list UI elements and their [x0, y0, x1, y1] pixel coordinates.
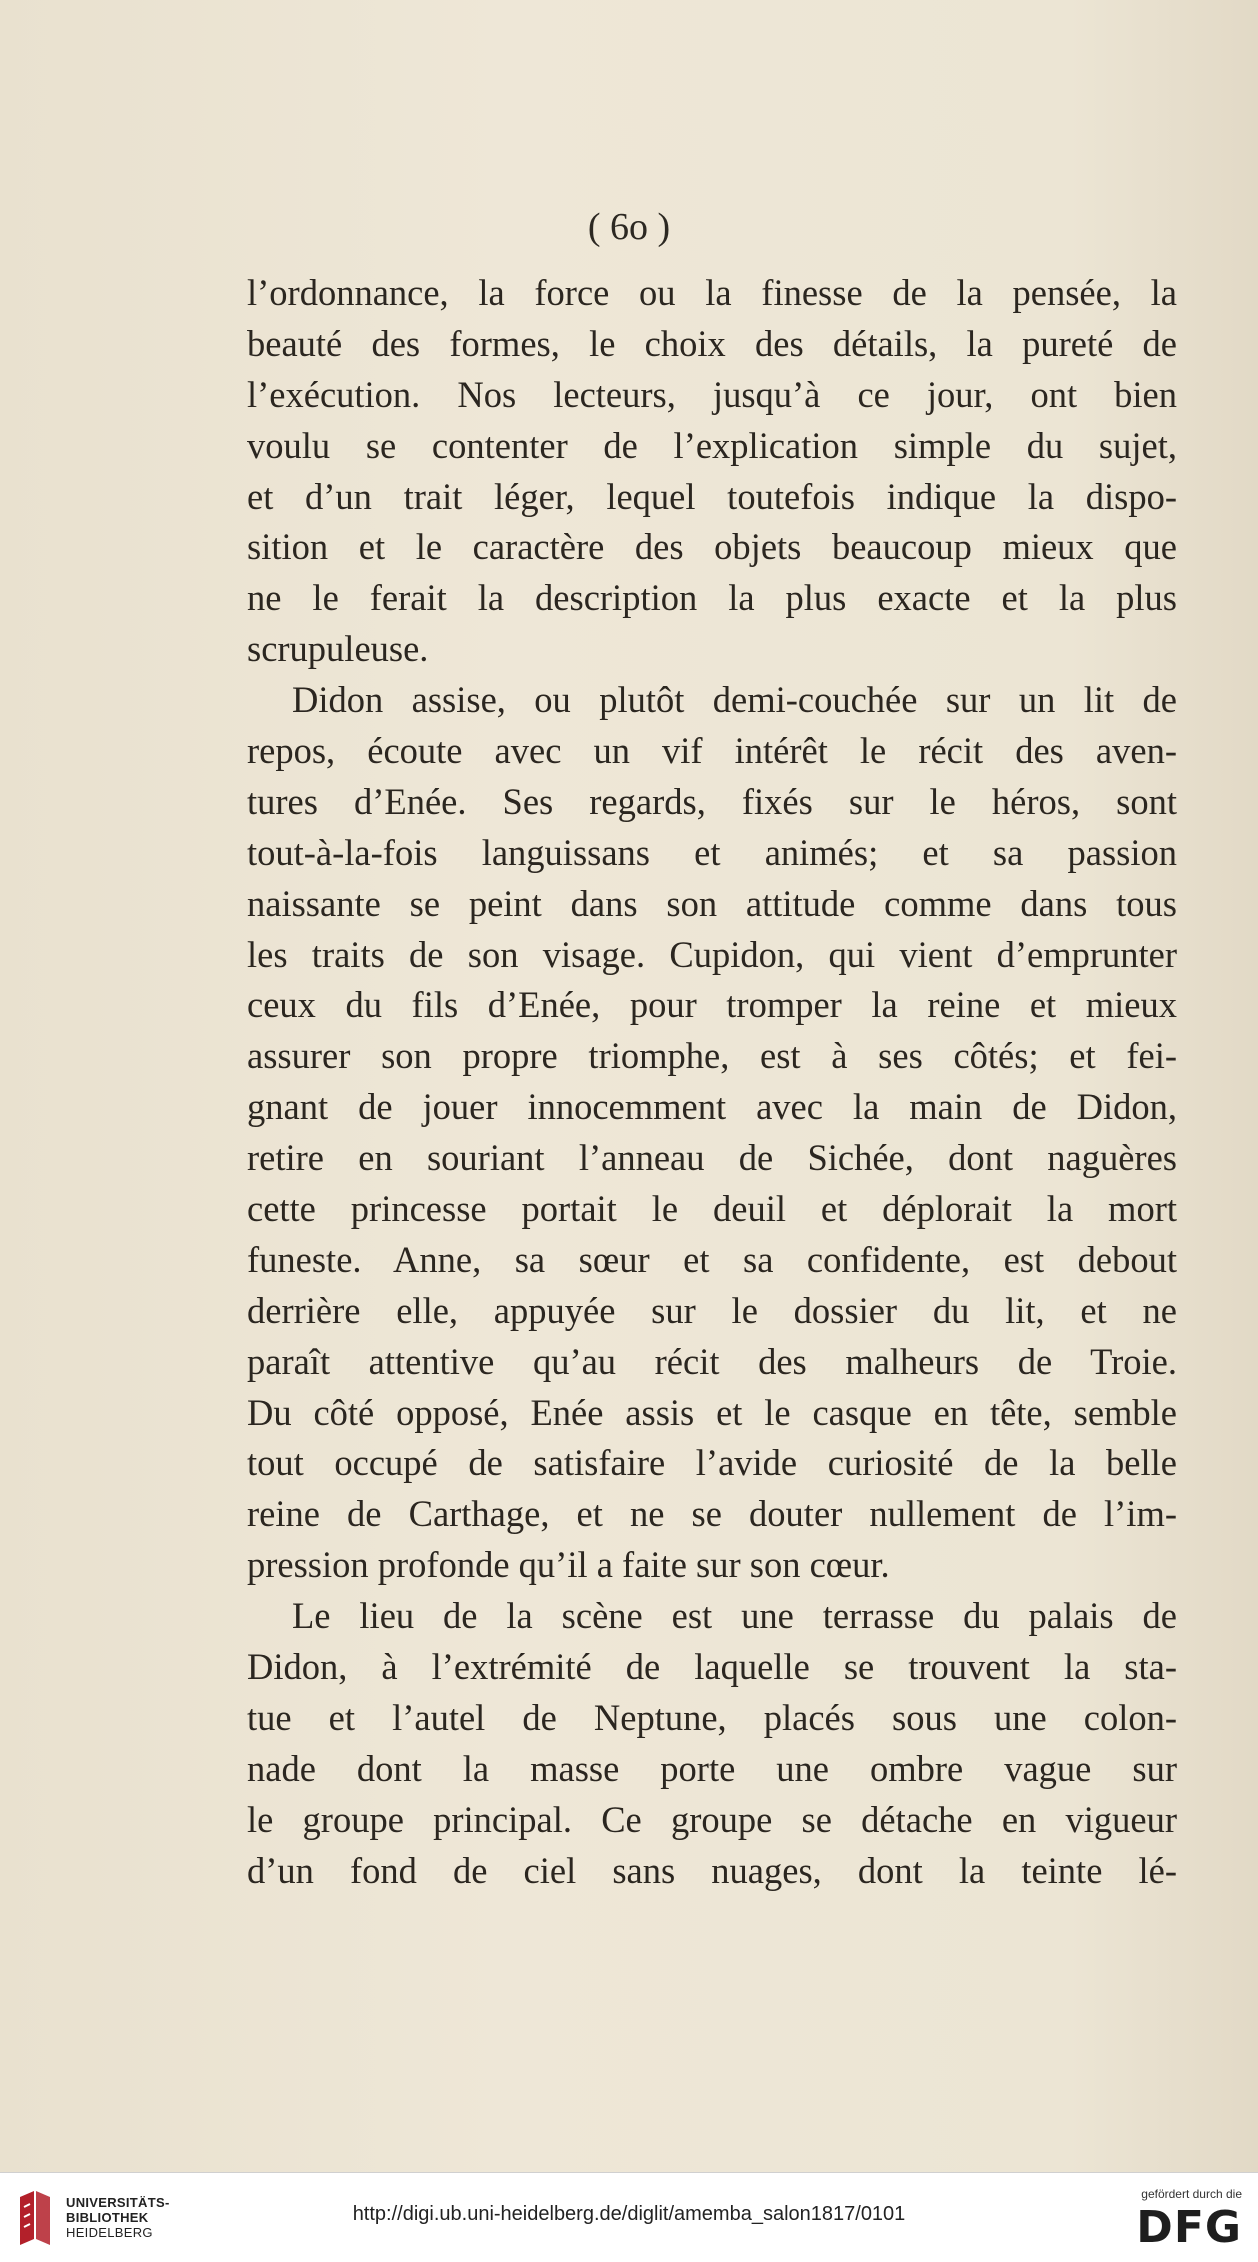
institution-line: BIBLIOTHEK — [66, 2210, 149, 2225]
text-line: et d’un trait léger, lequel toutefois indique la dispo- — [247, 475, 1177, 517]
text-line: retire en souriant l’anneau de Sichée, dont naguères — [247, 1137, 1177, 1179]
permalink-url[interactable]: http://digi.ub.uni-heidelberg.de/diglit/amemba_salon1817/0101 — [352, 2203, 906, 2225]
text-line: naissante se peint dans son attitude comme dans tous — [247, 882, 1177, 924]
page-number: ( 6o ) — [587, 206, 671, 248]
dfg-logo: DFG — [1136, 2202, 1242, 2253]
text-line: Didon assise, ou plutôt demi-couchée sur un lit de — [292, 679, 1177, 721]
institution-line: UNIVERSITÄTS- — [66, 2195, 170, 2210]
text-line: beauté des formes, le choix des détails, la pureté de — [247, 322, 1177, 364]
body-text — [247, 268, 1177, 1897]
text-line: voulu se contenter de l’explication simple du sujet, — [247, 424, 1177, 466]
text-line: repos, écoute avec un vif intérêt le récit des aven- — [247, 730, 1177, 772]
text-line: ceux du fils d’Enée, pour tromper la reine et mieux — [247, 984, 1177, 1026]
text-line: l’exécution. Nos lecteurs, jusqu’à ce jour, ont bien — [247, 373, 1177, 415]
text-line: pression profonde qu’il a faite sur son cœur. — [247, 1544, 890, 1586]
text-line: tures d’Enée. Ses regards, fixés sur le héros, sont — [247, 780, 1177, 822]
funding-caption: gefördert durch die — [1141, 2187, 1242, 2201]
text-line: ne le ferait la description la plus exacte et la plus — [247, 577, 1177, 619]
text-line: assurer son propre triomphe, est à ses côtés; et fei- — [247, 1035, 1177, 1077]
text-line: scrupuleuse. — [247, 628, 429, 670]
text-line: tout occupé de satisfaire l’avide curiosité de la belle — [247, 1442, 1177, 1484]
text-line: Didon, à l’extrémité de laquelle se trouvent la sta- — [247, 1646, 1177, 1688]
text-line: l’ordonnance, la force ou la finesse de la pensée, la — [247, 272, 1177, 313]
text-line: d’un fond de ciel sans nuages, dont la teinte lé- — [247, 1849, 1177, 1891]
institution-line: HEIDELBERG — [66, 2225, 153, 2240]
text-line: derrière elle, appuyée sur le dossier du lit, et ne — [247, 1289, 1177, 1331]
text-line: nade dont la masse porte une ombre vague sur — [247, 1747, 1177, 1789]
text-line: le groupe principal. Ce groupe se détache en vigueur — [247, 1798, 1177, 1840]
text-line: paraît attentive qu’au récit des malheurs de Troie. — [247, 1340, 1177, 1382]
text-line: sition et le caractère des objets beaucoup mieux que — [247, 526, 1177, 568]
text-line: tue et l’autel de Neptune, placés sous une colon- — [247, 1696, 1177, 1738]
text-line: gnant de jouer innocemment avec la main de Didon, — [247, 1086, 1177, 1128]
text-line: les traits de son visage. Cupidon, qui vient d’emprunter — [247, 933, 1177, 975]
text-line: Le lieu de la scène est une terrasse du palais de — [292, 1595, 1177, 1637]
text-line: Du côté opposé, Enée assis et le casque en tête, semble — [247, 1391, 1177, 1433]
text-line: cette princesse portait le deuil et déplorait la mort — [247, 1188, 1177, 1230]
text-line: funeste. Anne, sa sœur et sa confidente, est debout — [247, 1238, 1177, 1280]
text-line: tout-à-la-fois languissans et animés; et sa passion — [247, 831, 1177, 873]
text-line: reine de Carthage, et ne se douter nullement de l’im- — [247, 1493, 1177, 1535]
viewer-footer — [0, 2172, 1258, 2262]
